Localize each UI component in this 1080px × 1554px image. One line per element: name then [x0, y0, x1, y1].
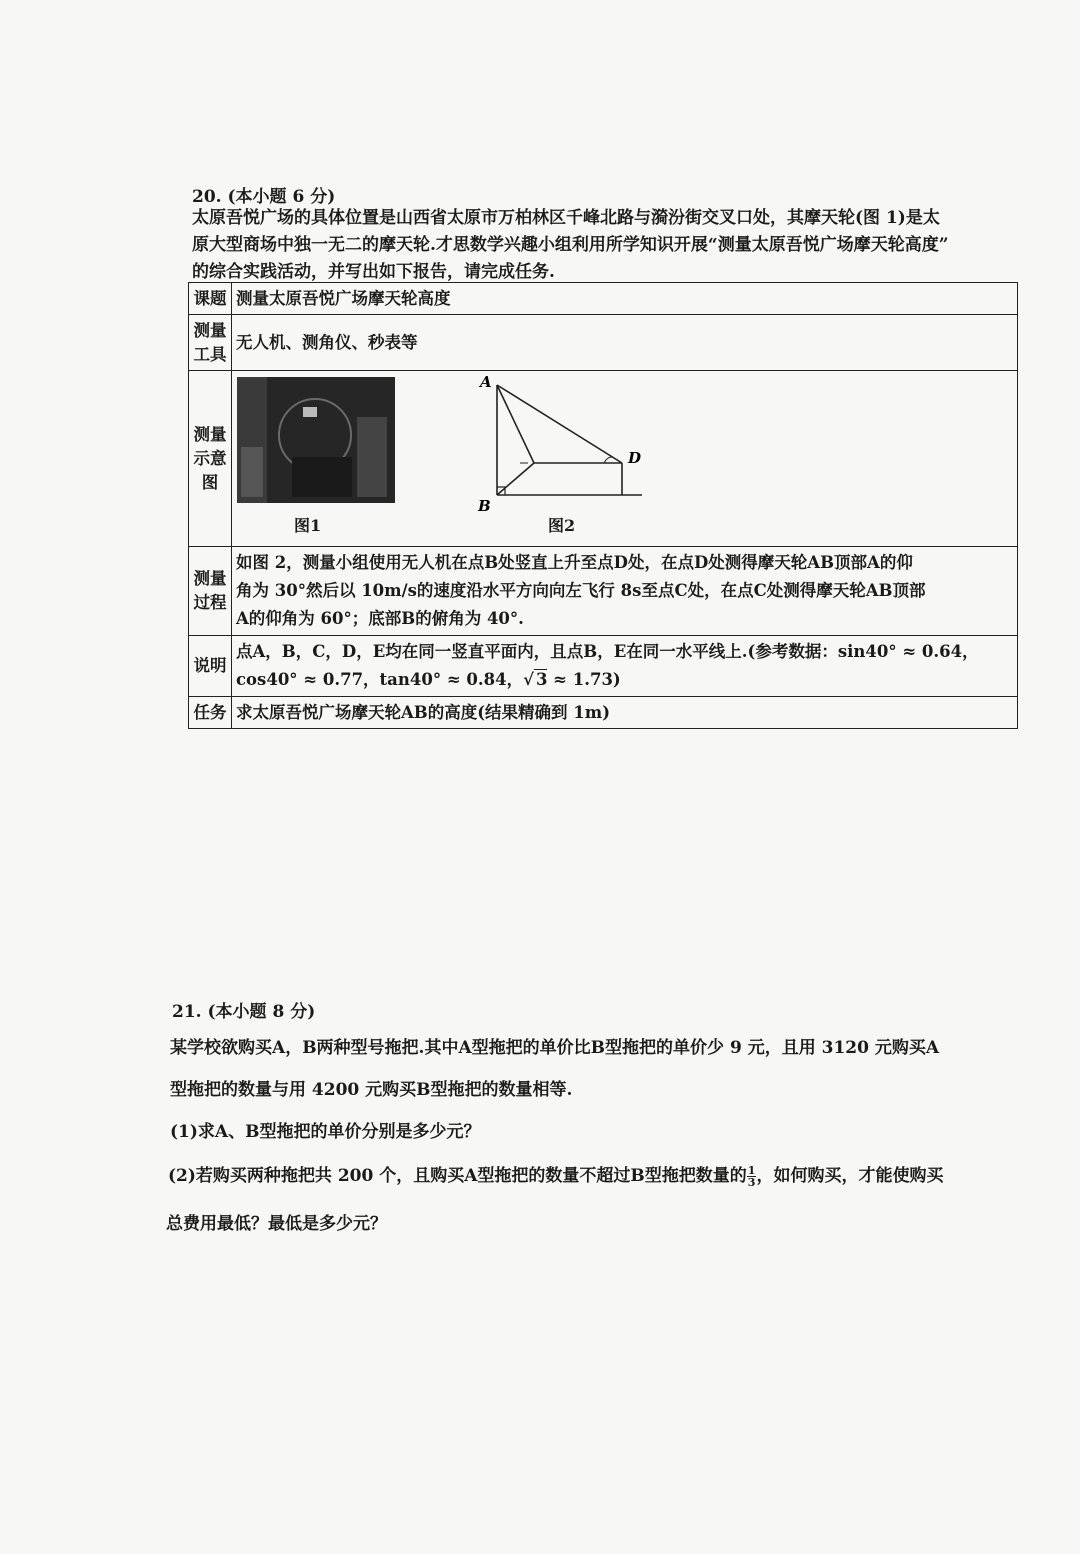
note-value: [232, 636, 1018, 697]
process-value: [232, 547, 1018, 636]
label-D: D: [628, 449, 642, 467]
process-line-1: 如图 2，测量小组使用无人机在点B处竖直上升至点D处，在点D处测得摩天轮AB顶部A的仰: [236, 553, 913, 572]
geometry-diagram: [472, 371, 672, 513]
fraction-numerator: 1: [747, 1164, 756, 1177]
note-line-1: 点A，B，C，D，E均在同一竖直平面内，且点B，E在同一水平线上.(参考数据：sin40° ≈ 0.64，: [236, 642, 979, 661]
angle-mark-D: [604, 457, 612, 463]
diagram-cell: [232, 371, 1018, 547]
photo-scene: [237, 377, 395, 503]
topic-value: 测量太原吾悦广场摩天轮高度: [232, 283, 1018, 315]
tools-value: 无人机、测角仪、秒表等: [232, 315, 1018, 371]
sqrt-value: ≈ 1.73): [547, 670, 621, 689]
note-line-2: [236, 666, 1013, 694]
q21-title: 21. (本小题 8 分): [172, 1002, 316, 1022]
q21-line-1: 某学校欲购买A，B两种型号拖把.其中A型拖把的单价比B型拖把的单价少 9 元，且用 3120 元购买A: [170, 1038, 940, 1058]
note-line-2-text: cos40° ≈ 0.77，tan40° ≈ 0.84，: [236, 670, 524, 689]
task-value: 求太原吾悦广场摩天轮AB的高度(结果精确到 1m): [232, 697, 1018, 729]
q20-title: 20. (本小题 6 分): [192, 187, 336, 207]
q21-line-2: 型拖把的数量与用 4200 元购买B型拖把的数量相等.: [170, 1080, 573, 1100]
q20-intro-line-3: 的综合实践活动，并写出如下报告，请完成任务.: [192, 262, 555, 282]
q20-intro-line-2: 原大型商场中独一无二的摩天轮.才思数学兴趣小组利用所学知识开展“测量太原吾悦广场摩天轮高度”: [192, 235, 949, 255]
process-label: 测量过程: [189, 547, 232, 636]
process-line-2: 角为 30°然后以 10m/s的速度沿水平方向向左飞行 8s至点C处，在点C处测得摩天轮AB顶部: [236, 581, 926, 600]
sqrt-radicand: 3: [535, 670, 548, 689]
note-label: 说明: [189, 636, 232, 697]
process-line-3: A的仰角为 60°；底部B的俯角为 40°.: [236, 609, 524, 628]
q21-part-2-suffix: ，如何购买，才能使购买: [756, 1166, 944, 1186]
segment-CB: [497, 463, 534, 495]
label-A: A: [480, 373, 492, 391]
q21-part-2-line-2: 总费用最低？最低是多少元？: [166, 1214, 387, 1234]
topic-label: 课题: [189, 283, 232, 315]
report-table: [188, 282, 1018, 729]
sqrt-sign: √: [523, 670, 534, 689]
q21-part-1: (1)求A、B型拖把的单价分别是多少元？: [170, 1122, 481, 1142]
fraction-denominator: 3: [747, 1176, 756, 1189]
label-B: B: [478, 497, 491, 513]
ferris-wheel-photo: [237, 377, 395, 503]
tools-label: 测量工具: [189, 315, 232, 371]
task-label: 任务: [189, 697, 232, 729]
diagram-label: 测量示意图: [189, 371, 232, 547]
fig2-caption: 图2: [548, 516, 576, 535]
q21-part-2-prefix: (2)若购买两种拖把共 200 个，且购买A型拖把的数量不超过B型拖把数量的: [168, 1166, 747, 1186]
fraction-one-third: [747, 1165, 757, 1188]
fig1-caption: 图1: [294, 516, 322, 535]
q20-intro-line-1: 太原吾悦广场的具体位置是山西省太原市万柏林区千峰北路与漪汾街交叉口处，其摩天轮(图 1)是太: [192, 208, 940, 228]
q21-part-2-line-1: [168, 1162, 943, 1190]
